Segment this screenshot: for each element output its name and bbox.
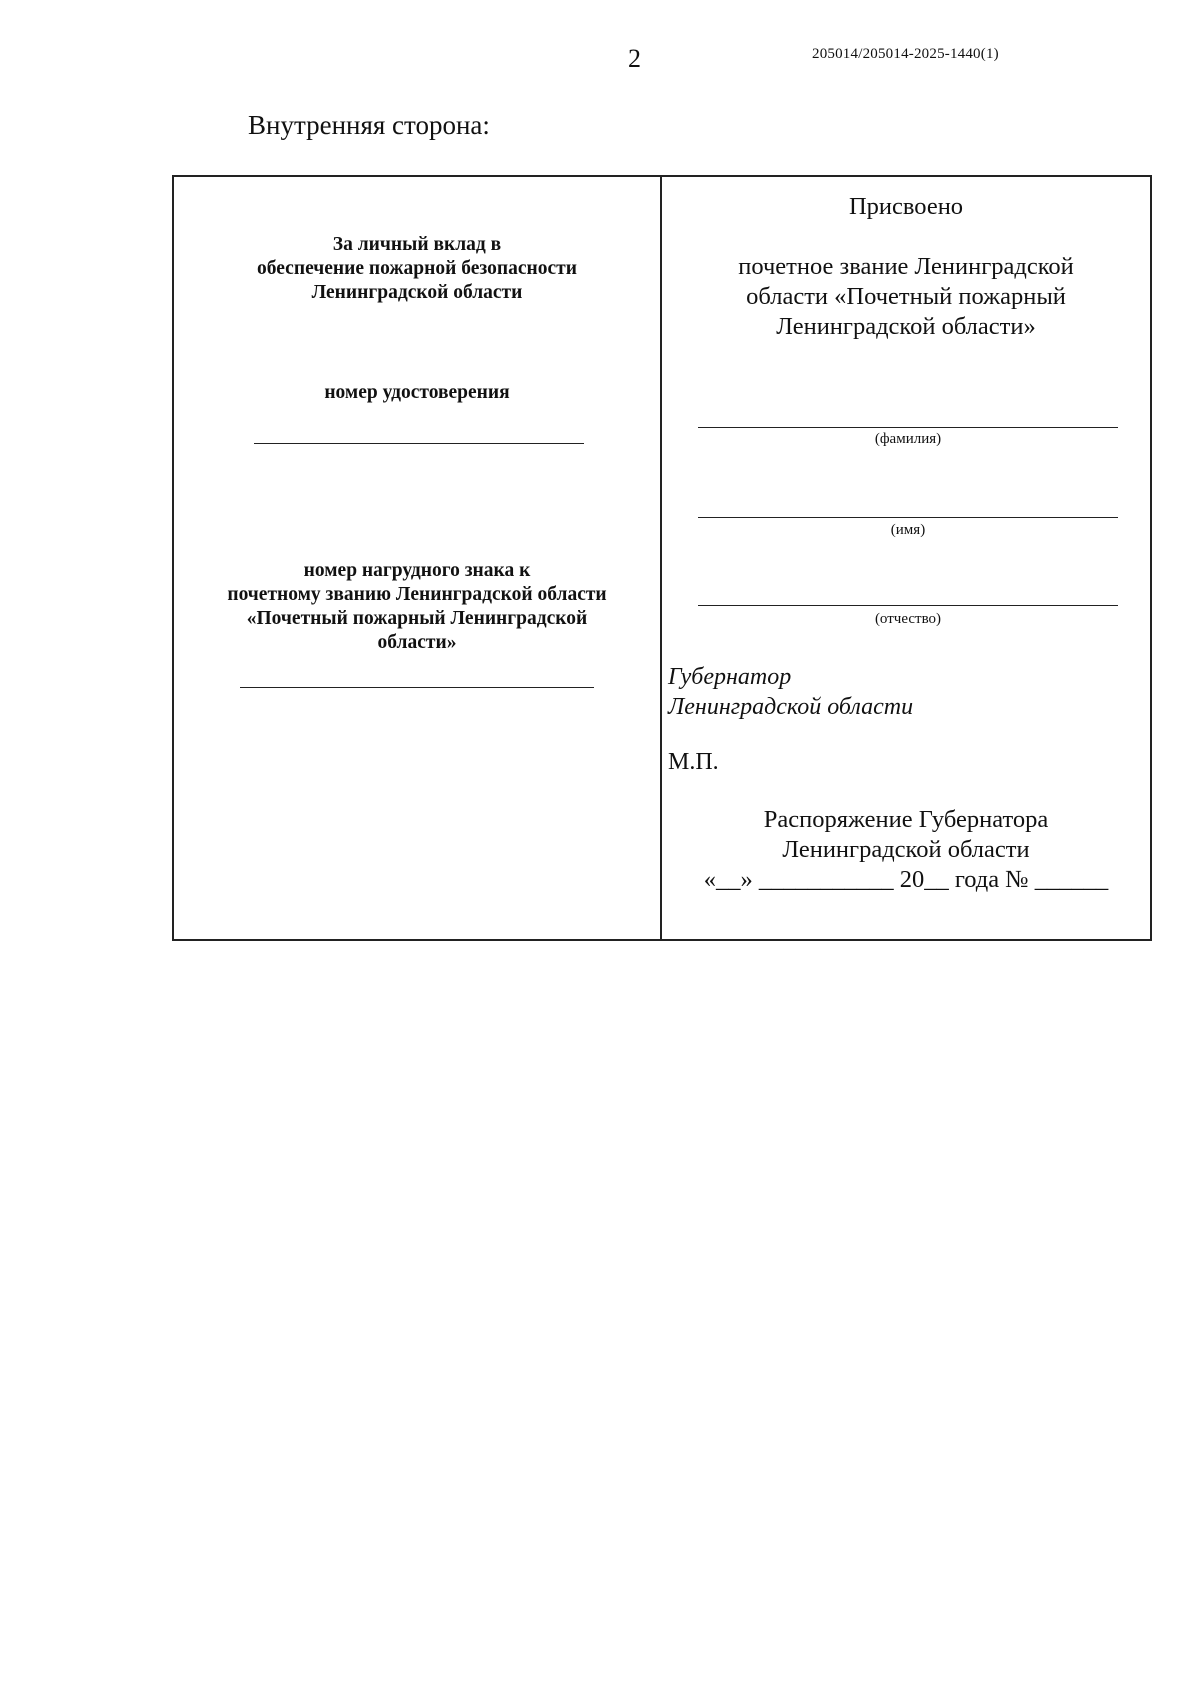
badge-number-label-line: области»	[377, 632, 457, 653]
surname-caption: (фамилия)	[874, 431, 942, 447]
badge-number-label-line: почетному званию Ленинградской области	[227, 584, 607, 605]
section-heading: Внутренняя сторона:	[248, 110, 490, 140]
badge-number-label-line: «Почетный пожарный Ленинградской	[246, 608, 588, 629]
certificate-number-label: номер удостоверения	[324, 382, 510, 403]
order-line: Распоряжение Губернатора	[763, 806, 1049, 833]
honorary-title-line: Ленинградской области»	[776, 313, 1036, 340]
honorary-title-line: области «Почетный пожарный	[746, 283, 1066, 310]
first-name-line	[698, 517, 1118, 518]
order-line: Ленинградской области	[782, 836, 1030, 863]
right-panel	[662, 177, 1150, 939]
governor-label: Губернатор	[668, 664, 792, 690]
document-id: 205014/205014-2025-1440(1)	[812, 46, 999, 62]
assigned-heading: Присвоено	[848, 193, 964, 220]
badge-number-label-line: номер нагрудного знака к	[303, 560, 531, 581]
surname-line	[698, 427, 1118, 428]
left-panel	[174, 177, 660, 939]
certificate-number-line	[254, 443, 584, 444]
award-title-line: За личный вклад в	[332, 234, 502, 255]
certificate-spread	[172, 175, 1152, 941]
badge-number-line	[240, 687, 594, 688]
patronymic-caption: (отчество)	[874, 611, 942, 627]
seal-mark: М.П.	[668, 749, 719, 775]
order-date-number-line: «__» ___________ 20__ года № ______	[703, 866, 1109, 893]
award-title-line: обеспечение пожарной безопасности	[257, 258, 577, 279]
first-name-caption: (имя)	[890, 522, 926, 538]
award-title-line: Ленинградской области	[311, 282, 523, 303]
page-number: 2	[628, 44, 641, 73]
governor-region: Ленинградской области	[668, 694, 914, 720]
honorary-title-line: почетное звание Ленинградской	[738, 253, 1074, 280]
patronymic-line	[698, 605, 1118, 606]
